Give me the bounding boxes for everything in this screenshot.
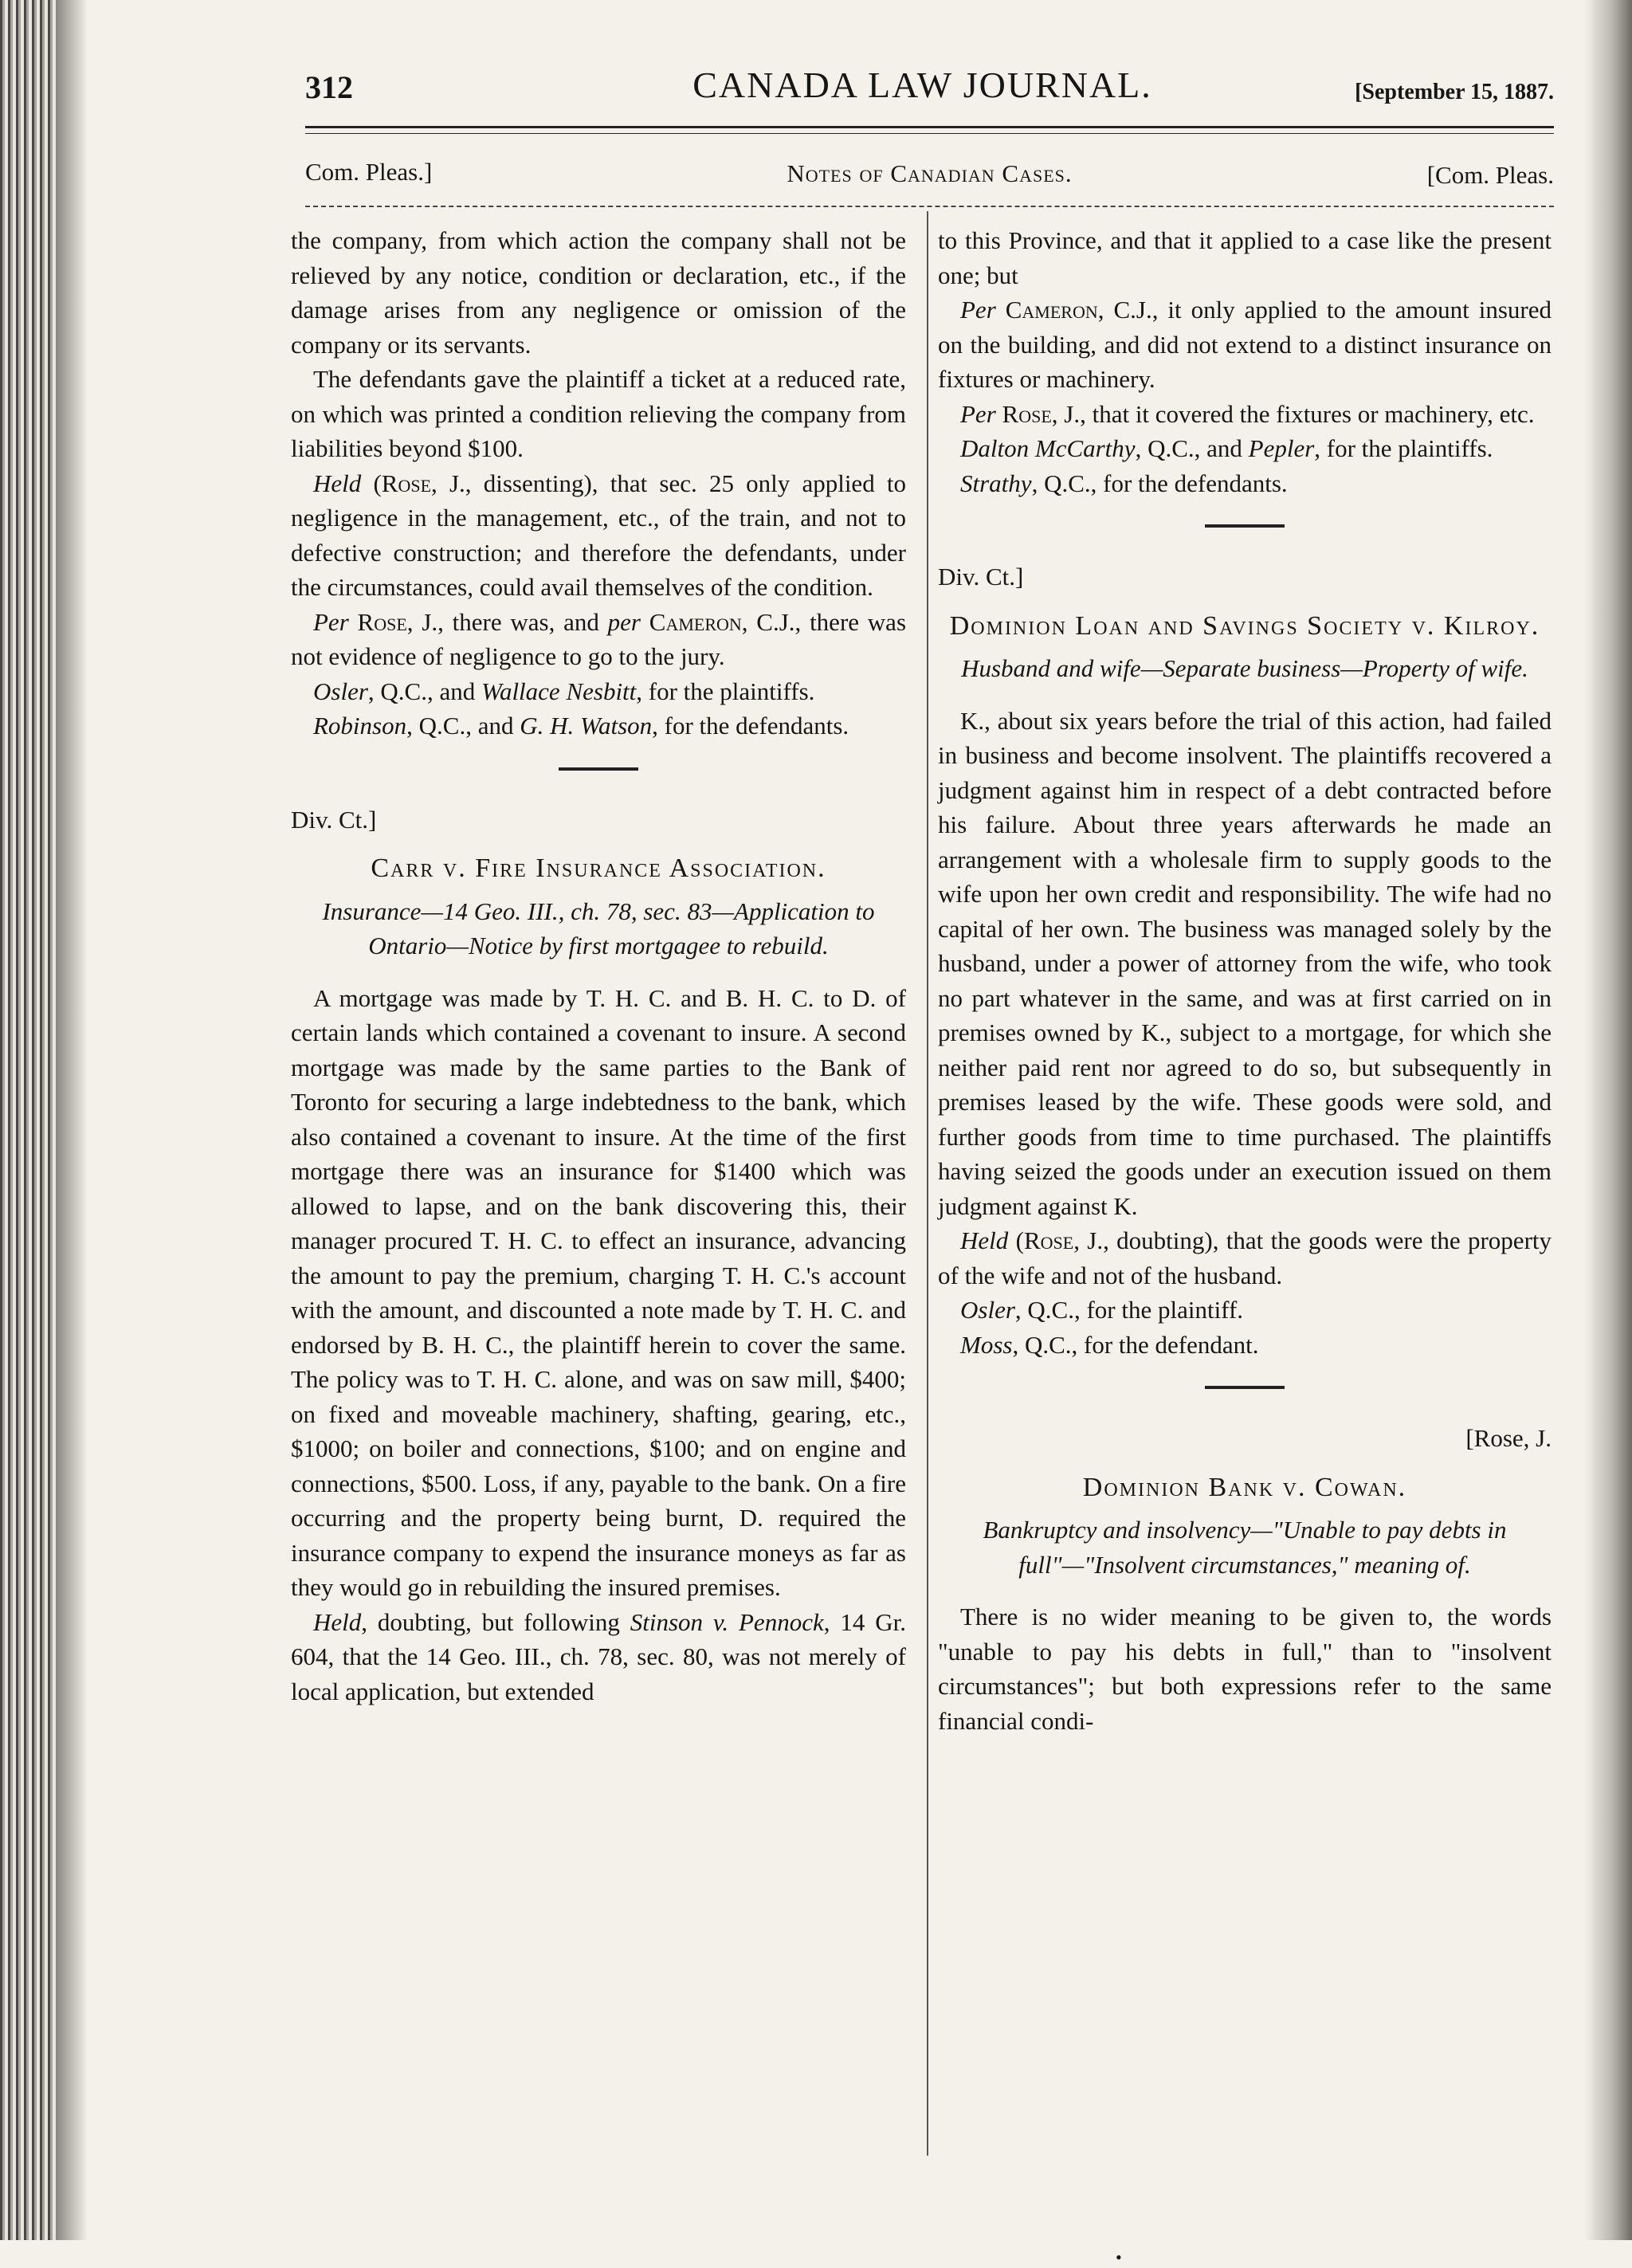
paragraph: A mortgage was made by T. H. C. and B. H. C. to D. of certain lands which contained a covenant to insure. A second mortgage was made by the same parties to the Bank of Toronto for securing a large indebtedness to the bank, which also contained a covenant to insure. At the time of the first mortgage there was an insurance for $1400 which was allowed to lapse, and on the bank discovering this, their manager procured T. H. C. to effect an insurance, advancing the amount to pay the premium, charging T. H. C.'s account with the amount, and discounted a note made by T. H. C. and endorsed by B. H. C., the plaintiff herein to cover the same. The policy was to T. H. C. alone, and was on saw mill, $400; on fixed and moveable machinery, shafting, gearing, etc., $1000; on boiler and connections, $100; and on engine and connections, $500. Loss, if any, payable to the bank. On a fire occurring and the property being burnt, D. required the insurance company to expend the insurance moneys as far as they would go in rebuilding the insured premises. — [291, 983, 906, 1601]
case-title: Dominion Loan and Savings Society v. Kilroy. — [949, 610, 1540, 641]
text-run: , for the plaintiffs. — [636, 677, 815, 705]
text-run: , Q.C., for the defendant. — [1012, 1330, 1259, 1359]
section-header — [305, 158, 1554, 198]
text-run: , Q.C., for the plaintiff. — [1014, 1296, 1244, 1324]
paragraph: to this Province, and that it applied to a case like the present one; but — [938, 226, 1552, 289]
left-court-label: Com. Pleas.] — [305, 158, 433, 186]
emphasis: Held — [313, 469, 362, 497]
judge-name: Rose — [381, 469, 432, 497]
header-rule — [305, 126, 1554, 134]
text-run: , for the defendants. — [652, 712, 849, 740]
case-headnote: Bankruptcy and insolvency—"Unable to pay debts in full"—"Insolvent circumstances," meaning of. — [983, 1516, 1507, 1579]
counsel-name: Osler — [313, 677, 368, 705]
text-run: , for the plaintiffs. — [1314, 434, 1493, 462]
page-number: 312 — [305, 69, 353, 105]
judge-name: Cameron — [649, 607, 742, 636]
counsel-name: Dalton McCarthy — [960, 434, 1136, 462]
counsel-name: Osler — [960, 1296, 1015, 1324]
counsel-name: Wallace Nesbitt — [481, 677, 637, 705]
counsel-line — [291, 674, 906, 709]
binding-shadow — [56, 0, 88, 2240]
text-run: , C.J., there was not evidence of negligence to go to the jury. — [291, 607, 907, 670]
case-headnote: Insurance—14 Geo. III., ch. 78, sec. 83—Application to Ontario—Notice by first mortgagee to rebuild. — [322, 897, 875, 959]
counsel-line — [291, 708, 906, 744]
counsel-name: G. H. Watson — [520, 712, 653, 740]
text-run: , J., dissenting), that sec. 25 only applied to negligence in the management, etc., of the train, and not to defective construction; and therefore the defendants, under the circumstances, could avail themselves of the condition. — [291, 469, 907, 601]
counsel-name: Strathy — [960, 469, 1032, 497]
emphasis: per — [607, 607, 641, 636]
issue-date: [September 15, 1887. — [1355, 80, 1554, 104]
case-title: Carr v. Fire Insurance Association. — [371, 853, 826, 883]
case-headnote: Husband and wife—Separate business—Property of wife. — [961, 654, 1528, 682]
text-run: , Q.C., and — [406, 712, 520, 740]
paragraph: the company, from which action the company shall not be relieved by any notice, condition or declaration, etc., if the damage arises from any negligence or omission of the company or its servants. — [291, 226, 906, 359]
text-run: , J., that it covered the fixtures or machinery, etc. — [1051, 399, 1535, 428]
paragraph — [938, 292, 1552, 397]
emphasis: Per — [313, 607, 349, 636]
counsel-name: Moss — [960, 1330, 1013, 1359]
emphasis: Per — [960, 399, 996, 428]
text-run: , J., doubting), that the goods were the property of the wife and not of the husband. — [938, 1226, 1552, 1289]
section-rule — [305, 206, 1554, 207]
court-label: [Rose, J. — [1465, 1424, 1552, 1452]
book-binding — [0, 0, 56, 2240]
text-run: , doubting, but following — [361, 1607, 630, 1636]
judge-name: Rose — [357, 607, 407, 636]
left-column — [291, 223, 906, 1709]
court-label: Div. Ct.] — [291, 805, 377, 834]
text-run: , Q.C., and — [367, 677, 481, 705]
journal-title: CANADA LAW JOURNAL. — [692, 65, 1152, 105]
text-run: ( — [1008, 1226, 1024, 1254]
right-column — [938, 223, 1552, 1738]
court-label: Div. Ct.] — [938, 563, 1024, 591]
journal-page — [291, 64, 1554, 2267]
judge-name: Rose — [1002, 399, 1052, 428]
section-title: Notes of Canadian Cases. — [787, 159, 1073, 187]
text-run: ( — [361, 469, 382, 497]
counsel-name: Robinson — [313, 712, 407, 740]
right-court-label: [Com. Pleas. — [1426, 161, 1554, 189]
paragraph — [938, 1223, 1552, 1293]
emphasis: Held — [313, 1607, 362, 1636]
case-divider — [1205, 524, 1285, 528]
paragraph: There is no wider meaning to be given to, the words "unable to pay his debts in full," than to "insolvent circumstances"; but both expressions refer to the same financial condi- — [938, 1603, 1552, 1735]
running-header — [291, 64, 1554, 128]
counsel-line — [938, 466, 1552, 501]
case-citation: Stinson v. Pennock — [630, 1607, 824, 1636]
paragraph: K., about six years before the trial of this action, had failed in business and become insolvent. The plaintiffs recovered a judgment against him in respect of a debt contracted before his failure. About three years afterwards he made an arrangement with a wholesale firm to supply goods to the wife upon her own credit and responsibility. The wife had no capital of her own. The business was managed solely by the husband, under a power of attorney from the wife, who took no part whatever in the same, and was at first carried on in premises owned by K., subject to a mortgage, for which she neither paid rent nor agreed to do so, but subsequently in premises leased by the wife. These goods were sold, and further goods from time to time purchased. The plaintiffs having seized the goods under an execution issued on them judgment against K. — [938, 706, 1552, 1220]
paragraph — [291, 605, 906, 674]
text-run: , J., there was, and — [406, 607, 608, 636]
counsel-line — [938, 1328, 1552, 1363]
judge-name: Cameron — [1005, 296, 1098, 324]
text-run: , C.J., it only applied to the amount insured on the building, and did not extend to a distinct insurance on fixtures or machinery. — [938, 296, 1552, 393]
paragraph — [291, 466, 906, 605]
footer-mark: • — [1116, 2247, 1122, 2267]
counsel-line — [938, 431, 1552, 466]
paragraph: The defendants gave the plaintiff a ticket at a reduced rate, on which was printed a condition relieving the company from liabilities beyond $100. — [291, 365, 906, 462]
page-edge — [1584, 0, 1632, 2240]
text-run: , Q.C., and — [1135, 434, 1249, 462]
case-divider — [1205, 1386, 1285, 1389]
case-divider — [559, 767, 638, 771]
column-divider — [927, 211, 928, 2156]
emphasis: Per — [960, 296, 996, 324]
text-run: , 14 Gr. 604, that the 14 Geo. III., ch. 78, sec. 80, was not merely of local application, but extended — [291, 1607, 906, 1705]
paragraph — [291, 1605, 906, 1709]
text-run: , Q.C., for the defendants. — [1031, 469, 1288, 497]
case-title: Dominion Bank v. Cowan. — [1082, 1472, 1407, 1502]
counsel-name: Pepler — [1248, 434, 1315, 462]
judge-name: Rose — [1023, 1226, 1074, 1254]
counsel-line — [938, 1293, 1552, 1328]
paragraph — [938, 397, 1552, 432]
emphasis: Held — [960, 1226, 1009, 1254]
